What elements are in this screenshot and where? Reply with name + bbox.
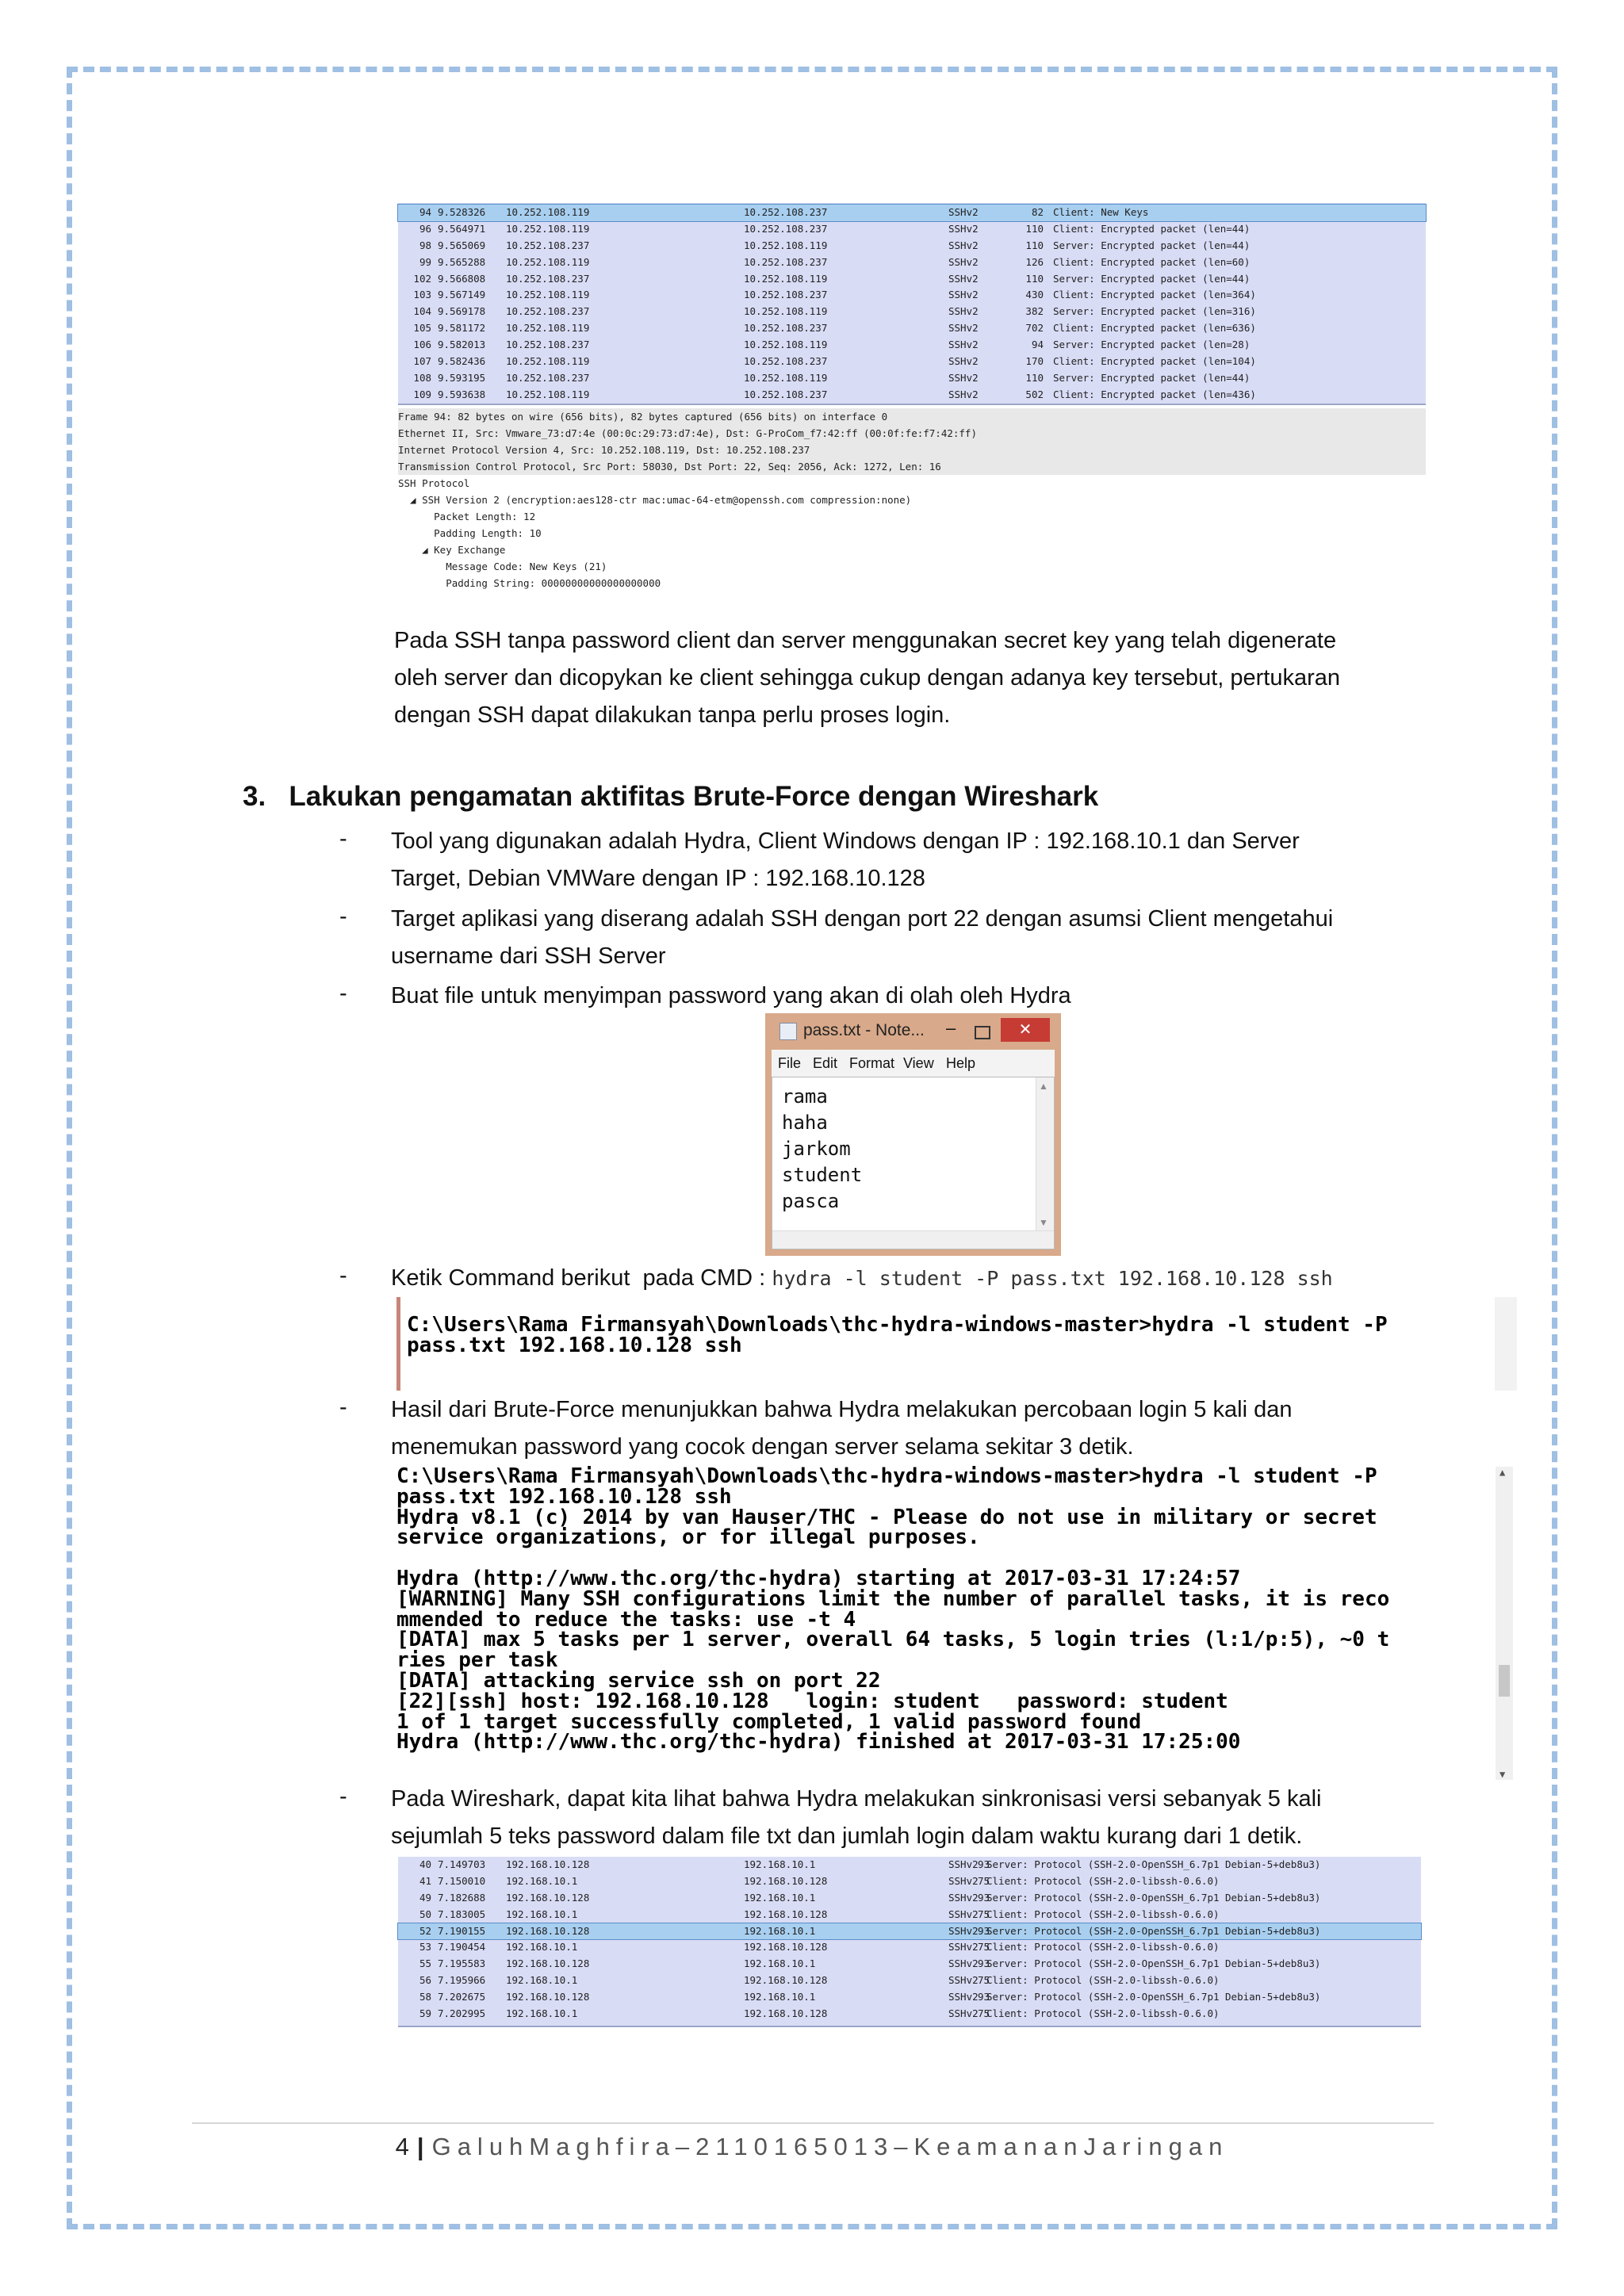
packet-protocol: SSHv2 (948, 388, 979, 400)
packet-time: 7.195583 (438, 1957, 486, 1970)
packet-number: 108 (413, 371, 431, 384)
packet-destination: 192.168.10.128 (744, 1908, 828, 1920)
packet-time: 7.190454 (438, 1941, 486, 1954)
packet-info: Client: Protocol (SSH-2.0-libssh-0.6.0) (986, 1974, 1220, 1987)
menu-format[interactable]: Format (849, 1055, 895, 1071)
detail-line[interactable]: Padding Length: 10 (398, 526, 542, 539)
packet-number: 96 (419, 222, 431, 235)
bullet-line: Tool yang digunakan adalah Hydra, Client Windows dengan IP : 192.168.10.1 dan Server (391, 828, 1300, 854)
packet-destination: 10.252.108.237 (744, 289, 828, 301)
packet-destination: 10.252.108.237 (744, 355, 828, 368)
bullet-dash: - (339, 1784, 347, 1809)
packet-protocol: SSHv2 (948, 222, 979, 235)
bullet-dash: - (339, 1263, 347, 1288)
packet-source: 10.252.108.237 (506, 239, 590, 251)
packet-source: 10.252.108.237 (506, 339, 590, 351)
wireshark-bottom-screenshot (398, 1857, 1421, 2027)
packet-protocol: SSHv2 (948, 239, 979, 251)
packet-details (398, 408, 1426, 591)
packet-destination: 10.252.108.237 (744, 206, 828, 218)
packet-row[interactable] (398, 205, 1426, 221)
packet-source: 192.168.10.128 (506, 1991, 590, 2003)
packet-destination: 10.252.108.119 (744, 339, 828, 351)
notepad-menubar (772, 1050, 1055, 1077)
packet-destination: 192.168.10.128 (744, 1941, 828, 1954)
menu-help[interactable]: Help (946, 1055, 976, 1071)
bullet-dash: - (339, 904, 347, 929)
bullet-line: Hasil dari Brute-Force menunjukkan bahwa Hydra melakukan percobaan login 5 kali dan (391, 1397, 1293, 1422)
packet-number: 103 (413, 289, 431, 301)
packet-time: 9.566808 (438, 272, 486, 285)
packet-number: 40 (419, 1858, 431, 1870)
packet-length: 75 (977, 1974, 990, 1987)
packet-source: 192.168.10.128 (506, 1957, 590, 1970)
packet-number: 53 (419, 1941, 431, 1954)
packet-source: 192.168.10.128 (506, 1858, 590, 1870)
packet-destination: 10.252.108.237 (744, 222, 828, 235)
packet-number: 98 (419, 239, 431, 251)
wireshark-top-screenshot (398, 203, 1426, 591)
packet-row[interactable] (398, 1939, 1421, 1956)
packet-time: 9.582436 (438, 355, 486, 368)
packet-number: 105 (413, 322, 431, 335)
packet-number: 94 (419, 206, 431, 218)
horizontal-scrollbar[interactable] (772, 1230, 1054, 1249)
packet-destination: 10.252.108.119 (744, 272, 828, 285)
packet-row[interactable] (398, 320, 1426, 337)
packet-time: 9.565288 (438, 255, 486, 268)
packet-length: 75 (977, 2007, 990, 2020)
bullet-tool (391, 823, 1300, 897)
packet-protocol: SSHv2 (948, 1858, 979, 1870)
packet-row[interactable] (398, 2006, 1421, 2022)
packet-length: 94 (1031, 339, 1044, 351)
scroll-down-icon[interactable]: ▼ (1500, 1769, 1506, 1780)
bullet-line: username dari SSH Server (391, 943, 666, 969)
bullet-result (391, 1391, 1292, 1466)
packet-destination: 192.168.10.1 (744, 1957, 816, 1970)
maximize-icon[interactable] (975, 1026, 990, 1039)
packet-row[interactable] (398, 304, 1426, 320)
packet-row[interactable] (398, 1973, 1421, 1989)
packet-length: 93 (977, 1991, 990, 2003)
packet-time: 7.182688 (438, 1891, 486, 1904)
packet-row[interactable] (398, 1907, 1421, 1923)
bullet-line: Target, Debian VMWare dengan IP : 192.168.10.128 (391, 866, 925, 891)
footer-separator: | (416, 2133, 424, 2160)
packet-length: 126 (1025, 255, 1044, 268)
packet-destination: 10.252.108.237 (744, 255, 828, 268)
notepad-icon (779, 1023, 797, 1040)
packet-row[interactable] (398, 387, 1426, 404)
packet-length: 75 (977, 1941, 990, 1954)
packet-protocol: SSHv2 (948, 1957, 979, 1970)
packet-length: 93 (977, 1924, 990, 1937)
packet-info: Client: Protocol (SSH-2.0-libssh-0.6.0) (986, 1941, 1220, 1954)
packet-protocol: SSHv2 (948, 339, 979, 351)
packet-row[interactable] (398, 1956, 1421, 1973)
packet-number: 55 (419, 1957, 431, 1970)
cmd-screenshot-output (396, 1464, 1513, 1780)
packet-source: 10.252.108.119 (506, 322, 590, 335)
bullet-target (391, 901, 1333, 975)
packet-row[interactable] (398, 238, 1426, 254)
bullet-dash: - (339, 981, 347, 1006)
command-prefix: Ketik Command berikut pada CMD : (391, 1265, 772, 1291)
scroll-up-icon[interactable]: ▲ (1500, 1467, 1506, 1478)
packet-number: 50 (419, 1908, 431, 1920)
packet-number: 58 (419, 1991, 431, 2003)
packet-row[interactable] (398, 1989, 1421, 2006)
packet-protocol: SSHv2 (948, 272, 979, 285)
cmd-output-text: C:\Users\Rama Firmansyah\Downloads\thc-hydra-windows-master>hydra -l student -P pass.txt 192.168.10.128 ssh Hydra v8.1 (c) 2014 by van Hauser/THC - Please do not use in military or secret service organizations, or for illegal purposes. Hydra (http://www.thc.org/thc-hydra) starting at 2017-03-31 17:24:57 [WARNING] Many SSH configurations limit the number of parallel tasks, it is reco mmended to reduce the tasks: use -t 4 [DATA] max 5 tasks per 1 server, overall 64 tasks, 5 login tries (l:1/p:5), ~0 t ries per task [DATA] attacking service ssh on port 22 [22][ssh] host: 192.168.10.128 login: student password: student 1 of 1 target successfully completed, 1 valid password found Hydra (http://www.thc.org/thc-hydra) finished at 2017-03-31 17:25:00 (396, 1464, 1390, 1755)
packet-protocol: SSHv2 (948, 322, 979, 335)
packet-row[interactable] (398, 1857, 1421, 1873)
packet-length: 702 (1025, 322, 1044, 335)
packet-number: 109 (413, 388, 431, 400)
command-code: hydra -l student -P pass.txt 192.168.10.128 ssh (772, 1267, 1333, 1290)
bullet-dash: - (339, 826, 347, 851)
packet-protocol: SSHv2 (948, 1974, 979, 1987)
packet-number: 52 (419, 1924, 431, 1937)
packet-destination: 10.252.108.237 (744, 388, 828, 400)
packet-source: 192.168.10.1 (506, 1908, 578, 1920)
packet-info: Client: New Keys (1053, 206, 1149, 218)
menu-file[interactable]: File (778, 1055, 802, 1071)
packet-row[interactable] (398, 1923, 1421, 1940)
section-heading: 3. Lakukan pengamatan aktifitas Brute-Force dengan Wireshark (243, 781, 1099, 812)
packet-info: Client: Encrypted packet (len=60) (1053, 255, 1251, 268)
packet-protocol: SSHv2 (948, 1891, 979, 1904)
page-footer (0, 2133, 1624, 2161)
notepad-window (765, 1013, 1061, 1256)
packet-number: 102 (413, 272, 431, 285)
packet-number: 41 (419, 1874, 431, 1887)
packet-number: 104 (413, 305, 431, 318)
packet-source: 10.252.108.237 (506, 305, 590, 318)
packet-row[interactable] (398, 221, 1426, 238)
packet-time: 7.202675 (438, 1991, 486, 2003)
scroll-down-icon[interactable]: ▼ (1039, 1217, 1048, 1228)
packet-info: Client: Protocol (SSH-2.0-libssh-0.6.0) (986, 1874, 1220, 1887)
vertical-scrollbar[interactable] (1036, 1077, 1054, 1249)
packet-list (398, 1857, 1421, 2027)
packet-protocol: SSHv2 (948, 305, 979, 318)
packet-time: 9.581172 (438, 322, 486, 335)
packet-row[interactable] (398, 271, 1426, 288)
packet-protocol: SSHv2 (948, 206, 979, 218)
packet-source: 192.168.10.1 (506, 1874, 578, 1887)
packet-time: 7.149703 (438, 1858, 486, 1870)
detail-line[interactable]: SSH Protocol (398, 476, 470, 489)
packet-time: 9.565069 (438, 239, 486, 251)
cmd-side-panel (1495, 1297, 1517, 1391)
packet-time: 9.564971 (438, 222, 486, 235)
detail-line[interactable]: Padding String: 00000000000000000000 (398, 576, 661, 589)
packet-destination: 192.168.10.1 (744, 1891, 816, 1904)
packet-time: 7.190155 (438, 1924, 486, 1937)
packet-time: 9.567149 (438, 289, 486, 301)
packet-source: 10.252.108.237 (506, 272, 590, 285)
bullet-line: sejumlah 5 teks password dalam file txt dan jumlah login dalam waktu kurang dari 1 detik. (391, 1823, 1303, 1849)
packet-destination: 192.168.10.128 (744, 1874, 828, 1887)
packet-protocol: SSHv2 (948, 1941, 979, 1954)
bullet-line: menemukan password yang cocok dengan server selama sekitar 3 detik. (391, 1434, 1134, 1460)
bullet-line: Target aplikasi yang diserang adalah SSH dengan port 22 dengan asumsi Client mengetahui (391, 906, 1334, 932)
packet-destination: 10.252.108.119 (744, 305, 828, 318)
packet-row[interactable] (398, 370, 1426, 387)
packet-protocol: SSHv2 (948, 255, 979, 268)
packet-info: Client: Encrypted packet (len=636) (1053, 322, 1256, 335)
packet-number: 49 (419, 1891, 431, 1904)
para-line: dengan SSH dapat dilakukan tanpa perlu proses login. (394, 702, 951, 728)
packet-time: 7.202995 (438, 2007, 486, 2020)
packet-source: 192.168.10.128 (506, 1891, 590, 1904)
para-line: Pada SSH tanpa password client dan server menggunakan secret key yang telah digenerate (394, 628, 1337, 653)
packet-source: 10.252.108.119 (506, 206, 590, 218)
packet-source: 10.252.108.119 (506, 355, 590, 368)
packet-protocol: SSHv2 (948, 2007, 979, 2020)
detail-line[interactable]: Internet Protocol Version 4, Src: 10.252.108.119, Dst: 10.252.108.237 (398, 442, 1426, 458)
packet-length: 502 (1025, 388, 1044, 400)
packet-info: Server: Encrypted packet (len=316) (1053, 305, 1256, 318)
packet-info: Server: Protocol (SSH-2.0-OpenSSH_6.7p1 Debian-5+deb8u3) (986, 1924, 1321, 1937)
footer-divider (192, 2122, 1434, 2124)
packet-protocol: SSHv2 (948, 1908, 979, 1920)
packet-protocol: SSHv2 (948, 1924, 979, 1937)
packet-protocol: SSHv2 (948, 1874, 979, 1887)
packet-info: Client: Encrypted packet (len=44) (1053, 222, 1251, 235)
cmd-command-text: C:\Users\Rama Firmansyah\Downloads\thc-hydra-windows-master>hydra -l student -P pass.txt 192.168.10.128 ssh (407, 1313, 1388, 1357)
close-icon[interactable]: ✕ (1001, 1018, 1050, 1042)
packet-protocol: SSHv2 (948, 371, 979, 384)
packet-row[interactable] (398, 1873, 1421, 1890)
packet-info: Server: Protocol (SSH-2.0-OpenSSH_6.7p1 Debian-5+deb8u3) (986, 1957, 1321, 1970)
detail-line[interactable]: ◢ Key Exchange (398, 543, 506, 556)
detail-line[interactable]: Ethernet II, Src: Vmware_73:d7:4e (00:0c:29:73:d7:4e), Dst: G-ProCom_f7:42:ff (00:0f:fe:f7:42:ff) (398, 425, 1426, 442)
packet-length: 75 (977, 1874, 990, 1887)
packet-time: 9.593195 (438, 371, 486, 384)
packet-row[interactable] (398, 337, 1426, 354)
packet-info: Server: Protocol (SSH-2.0-OpenSSH_6.7p1 Debian-5+deb8u3) (986, 1891, 1321, 1904)
packet-destination: 192.168.10.1 (744, 1991, 816, 2003)
packet-number: 56 (419, 1974, 431, 1987)
packet-destination: 10.252.108.119 (744, 239, 828, 251)
packet-source: 10.252.108.119 (506, 289, 590, 301)
packet-info: Server: Encrypted packet (len=44) (1053, 371, 1251, 384)
ssh-explanation (394, 622, 1504, 734)
menu-view[interactable]: View (903, 1055, 934, 1071)
packet-source: 10.252.108.119 (506, 388, 590, 400)
packet-info: Client: Encrypted packet (len=436) (1053, 388, 1256, 400)
packet-length: 110 (1025, 239, 1044, 251)
packet-length: 430 (1025, 289, 1044, 301)
packet-length: 110 (1025, 371, 1044, 384)
packet-row[interactable] (398, 254, 1426, 271)
notepad-text-area[interactable] (772, 1077, 1055, 1249)
packet-source: 192.168.10.1 (506, 2007, 578, 2020)
scroll-thumb[interactable] (1499, 1665, 1510, 1697)
detail-line[interactable]: Message Code: New Keys (21) (398, 560, 607, 572)
packet-length: 82 (1031, 206, 1044, 218)
packet-protocol: SSHv2 (948, 355, 979, 368)
packet-info: Client: Encrypted packet (len=364) (1053, 289, 1256, 301)
packet-source: 10.252.108.119 (506, 255, 590, 268)
packet-info: Server: Protocol (SSH-2.0-OpenSSH_6.7p1 Debian-5+deb8u3) (986, 1858, 1321, 1870)
detail-line[interactable]: Packet Length: 12 (398, 510, 536, 522)
packet-time: 9.582013 (438, 339, 486, 351)
packet-info: Client: Protocol (SSH-2.0-libssh-0.6.0) (986, 2007, 1220, 2020)
packet-length: 93 (977, 1858, 990, 1870)
packet-time: 7.183005 (438, 1908, 486, 1920)
packet-info: Server: Encrypted packet (len=44) (1053, 239, 1251, 251)
notepad-titlebar[interactable] (765, 1013, 1061, 1050)
detail-line[interactable]: Transmission Control Protocol, Src Port: 58030, Dst Port: 22, Seq: 2056, Ack: 1272, Len: 16 (398, 458, 1426, 475)
detail-line[interactable]: ◢ SSH Version 2 (encryption:aes128-ctr mac:umac-64-etm@openssh.com compression:none) (398, 493, 912, 506)
scroll-up-icon[interactable]: ▲ (1039, 1081, 1048, 1092)
packet-length: 382 (1025, 305, 1044, 318)
bullet-wireshark (391, 1781, 1321, 1855)
packet-length: 93 (977, 1891, 990, 1904)
packet-number: 99 (419, 255, 431, 268)
packet-info: Server: Encrypted packet (len=28) (1053, 339, 1251, 351)
packet-source: 10.252.108.119 (506, 222, 590, 235)
bullet-command (391, 1260, 1333, 1297)
packet-row[interactable] (398, 287, 1426, 304)
bullet-dash: - (339, 1395, 347, 1420)
para-line: oleh server dan dicopykan ke client sehingga cukup dengan adanya key tersebut, pertukaran (394, 665, 1341, 691)
packet-protocol: SSHv2 (948, 1991, 979, 2003)
detail-line[interactable]: Frame 94: 82 bytes on wire (656 bits), 82 bytes captured (656 bits) on interface 0 (398, 408, 1426, 425)
packet-source: 192.168.10.128 (506, 1924, 590, 1937)
minimize-icon[interactable]: – (946, 1018, 956, 1038)
packet-time: 7.150010 (438, 1874, 486, 1887)
packet-destination: 192.168.10.128 (744, 2007, 828, 2020)
packet-time: 9.593638 (438, 388, 486, 400)
cmd-scrollbar[interactable] (1496, 1467, 1513, 1780)
packet-destination: 192.168.10.128 (744, 1974, 828, 1987)
packet-info: Server: Protocol (SSH-2.0-OpenSSH_6.7p1 Debian-5+deb8u3) (986, 1991, 1321, 2003)
packet-length: 93 (977, 1957, 990, 1970)
packet-time: 7.195966 (438, 1974, 486, 1987)
packet-length: 170 (1025, 355, 1044, 368)
packet-length: 110 (1025, 222, 1044, 235)
packet-protocol: SSHv2 (948, 289, 979, 301)
bullet-line: Buat file untuk menyimpan password yang akan di olah oleh Hydra (391, 983, 1071, 1008)
packet-list (398, 203, 1426, 405)
bullet-file (391, 978, 1071, 1015)
packet-source: 192.168.10.1 (506, 1941, 578, 1954)
packet-destination: 10.252.108.237 (744, 322, 828, 335)
notepad-title: pass.txt - Note... (803, 1021, 925, 1039)
footer-text: GaluhMaghfira–2110165013–KeamananJaringan (431, 2133, 1229, 2160)
packet-info: Client: Encrypted packet (len=104) (1053, 355, 1256, 368)
packet-info: Server: Encrypted packet (len=44) (1053, 272, 1251, 285)
packet-destination: 192.168.10.1 (744, 1858, 816, 1870)
packet-row[interactable] (398, 1890, 1421, 1907)
packet-number: 106 (413, 339, 431, 351)
packet-row[interactable] (398, 354, 1426, 370)
page-number: 4 (395, 2133, 409, 2160)
packet-number: 59 (419, 2007, 431, 2020)
notepad-content: rama haha jarkom student pasca (782, 1085, 863, 1212)
cmd-screenshot-command (396, 1297, 1517, 1391)
packet-info: Client: Protocol (SSH-2.0-libssh-0.6.0) (986, 1908, 1220, 1920)
packet-length: 110 (1025, 272, 1044, 285)
packet-destination: 10.252.108.119 (744, 371, 828, 384)
bullet-line: Pada Wireshark, dapat kita lihat bahwa Hydra melakukan sinkronisasi versi sebanyak 5 kali (391, 1786, 1322, 1812)
packet-source: 10.252.108.237 (506, 371, 590, 384)
packet-time: 9.569178 (438, 305, 486, 318)
packet-destination: 192.168.10.1 (744, 1924, 816, 1937)
menu-edit[interactable]: Edit (813, 1055, 838, 1071)
packet-time: 9.528326 (438, 206, 486, 218)
packet-length: 75 (977, 1908, 990, 1920)
packet-number: 107 (413, 355, 431, 368)
packet-source: 192.168.10.1 (506, 1974, 578, 1987)
